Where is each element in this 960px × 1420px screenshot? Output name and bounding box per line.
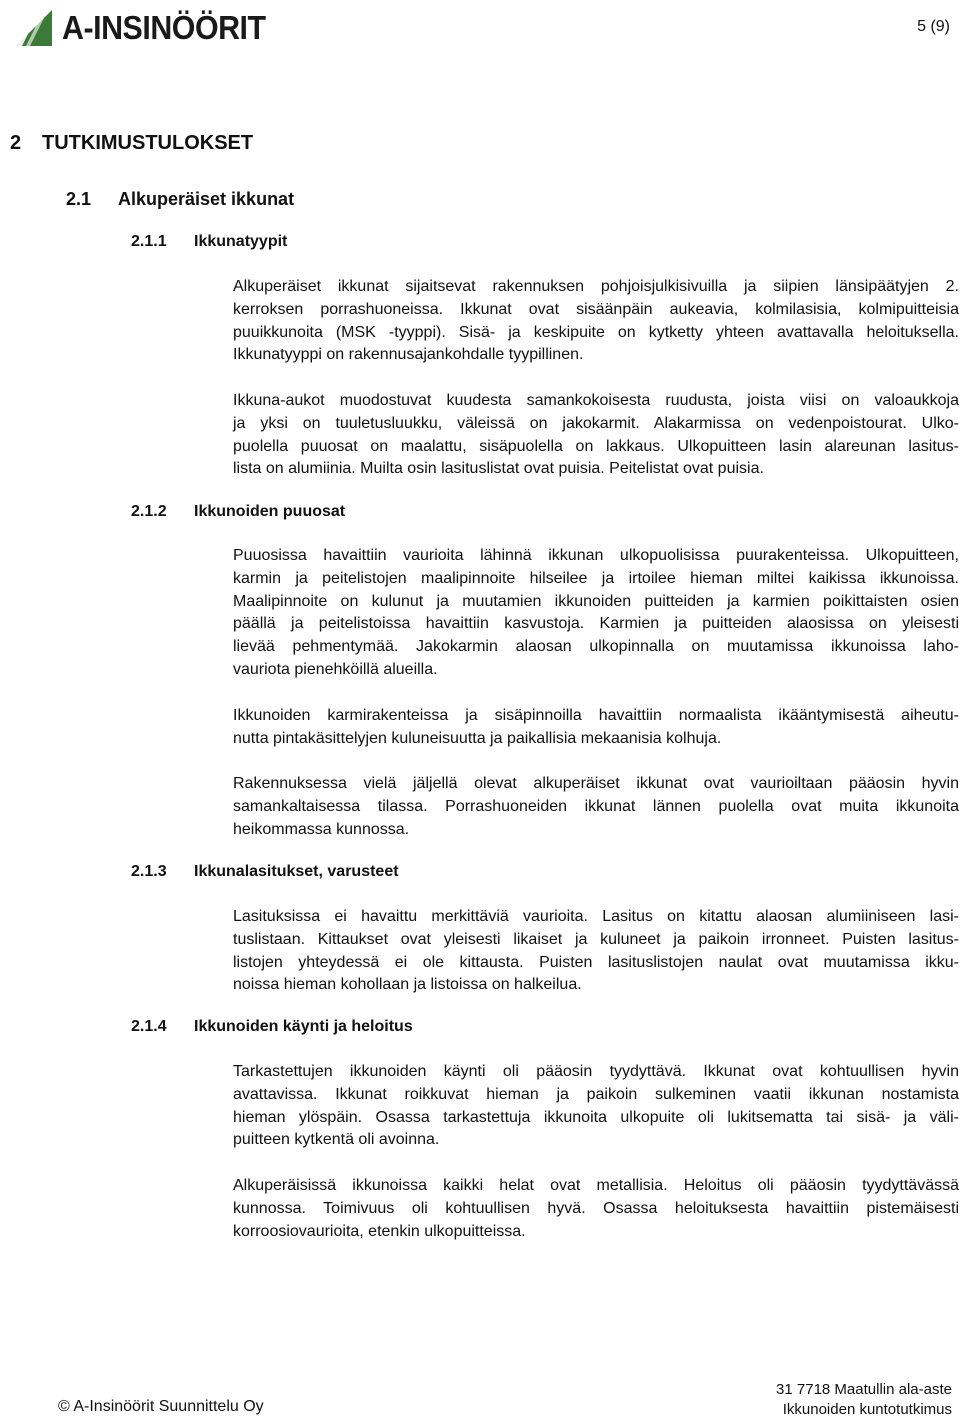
footer-project-code: 31 7718 Maatullin ala-aste	[776, 1381, 952, 1398]
text-line: puuikkunoita (MSK -tyyppi). Sisä- ja keskipuite on kytketty yhteen avattavalla heloituksella.	[233, 323, 959, 341]
heading-title: Ikkunalasitukset, varusteet	[194, 863, 399, 880]
text-line: listojen yhteydessä ei ole kittausta. Puisten lasituslistojen naulat ovat muutamissa ikku-	[233, 953, 959, 971]
paragraph-hardware	[233, 1175, 959, 1243]
text-line: Tarkastettujen ikkunoiden käynti oli pääosin tyydyttävä. Ikkunat ovat kohtuullisen hyvin	[233, 1063, 959, 1080]
text-line: Rakennuksessa vielä jäljellä olevat alkuperäiset ikkunat ovat vaurioiltaan pääosin hyvin	[233, 775, 959, 792]
text-line: Ikkuna-aukot muodostuvat kuudesta samankokoisesta ruudusta, joista viisi on valoaukkoja	[233, 392, 959, 409]
heading-2	[10, 132, 253, 155]
heading-2-1-3	[131, 863, 399, 881]
company-logo	[12, 6, 283, 50]
text-line: tuslistaan. Kittaukset ovat yleisesti likaiset ja kuluneet ja paikoin irronneet. Puisten lasitus-	[233, 930, 959, 948]
text-line: kerroksen porrashuoneissa. Ikkunat ovat sisäänpäin aukeavia, kolmilasisia, kolmipuitteisia	[233, 300, 959, 318]
text-line: Maalipinnoite on kulunut ja muutamien ikkunoiden puitteiden ja karmien poikittaisten osien	[233, 592, 959, 610]
footer-copyright: © A-Insinöörit Suunnittelu Oy	[58, 1398, 264, 1415]
text-line: samankaltaisessa tilassa. Porrashuoneiden ikkunat lännen puolella ovat muita ikkunoita	[233, 797, 959, 815]
text-line: Puuosissa havaittiin vaurioita lähinnä ikkunan ulkopuolisissa puurakenteissa. Ulkopuitteen,	[233, 547, 959, 564]
paragraph-wood-damage	[233, 545, 959, 682]
text-line: päällä ja peitelistoissa havaittiin kasvustoja. Karmien ja puitteiden alaosissa on yleisesti	[233, 615, 959, 633]
footer-project	[776, 1380, 952, 1420]
text-line: karmin ja peitelistojen maalipinnoite hilseilee ja irtoilee hieman miltei kaikissa ikkunoissa.	[233, 569, 959, 587]
text-line: heikommassa kunnossa.	[233, 820, 410, 838]
paragraph-glazing	[233, 906, 959, 997]
text-line: Alkuperäiset ikkunat sijaitsevat rakennuksen pohjoisjulkisivuilla ja siipien länsipäätyjen 2.	[233, 278, 959, 295]
text-line: nutta pintakäsittelyjen kuluneisuutta ja paikallisia mekaanisia kolhuja.	[233, 729, 722, 747]
page-number: 5 (9)	[917, 18, 950, 35]
heading-2-1	[66, 189, 294, 210]
text-line: Ikkunoiden karmirakenteissa ja sisäpinnoilla havaittiin normaalista ikääntymisestä aiheutu-	[233, 707, 959, 724]
logo-mark-icon	[12, 6, 56, 50]
heading-number: 2.1.2	[131, 503, 167, 520]
heading-number: 2.1.1	[131, 233, 167, 250]
heading-number: 2.1.3	[131, 863, 167, 880]
text-line: korroosiovaurioita, etenkin ulkopuitteissa.	[233, 1222, 526, 1240]
heading-2-1-2	[131, 503, 345, 521]
paragraph-window-openings	[233, 390, 959, 481]
text-line: Alkuperäisissä ikkunoissa kaikki helat ovat metallisia. Heloitus oli pääosin tyydyttävässä	[233, 1177, 959, 1194]
paragraph-operation	[233, 1061, 959, 1152]
heading-2-1-1	[131, 233, 287, 251]
footer-report-title: Ikkunoiden kuntotutkimus	[782, 1401, 952, 1418]
paragraph-window-types	[233, 276, 959, 367]
text-line: Lasituksissa ei havaittu merkittäviä vaurioita. Lasitus on kitattu alaosan alumiiniseen lasi-	[233, 908, 959, 925]
text-line: ja yksi on tuuletusluukku, väleissä on jakokarmit. Alakarmissa on vedenpoistourat. Ulko-	[233, 414, 959, 432]
text-line: kunnossa. Toimivuus oli kohtuullisen hyvä. Osassa heloituksesta havaittiin pistemäisesti	[233, 1199, 959, 1217]
paragraph-overall-condition	[233, 773, 959, 841]
text-line: noissa hieman kohollaan ja listoissa on halkeilua.	[233, 976, 582, 994]
heading-title: Ikkunoiden käynti ja heloitus	[194, 1018, 413, 1035]
text-line: lista on alumiinia. Muilta osin lasituslistat ovat puisia. Peitelistat ovat puisia.	[233, 460, 764, 478]
heading-title: Ikkunatyypit	[194, 233, 288, 250]
heading-number: 2	[10, 132, 22, 154]
logo-text: A-INSINÖÖRIT	[62, 9, 266, 46]
heading-number: 2.1.4	[131, 1018, 167, 1035]
heading-title: TUTKIMUSTULOKSET	[42, 132, 254, 154]
text-line: Ikkunatyyppi on rakennusajankohdalle tyypillinen.	[233, 346, 584, 364]
text-line: avattavissa. Ikkunat roikkuvat hieman ja paikoin sulkeminen vaatii ikkunan nostamista	[233, 1085, 959, 1103]
text-line: lievää pehmentymää. Jakokarmin alaosan ulkopinnalla on muutamissa ikkunoissa laho-	[233, 638, 959, 656]
text-line: vauriota pienehköillä alueilla.	[233, 660, 438, 678]
heading-2-1-4	[131, 1018, 413, 1036]
paragraph-frame-wear	[233, 705, 959, 751]
heading-title: Alkuperäiset ikkunat	[118, 189, 295, 209]
text-line: puitteen kytkentä oli avoinna.	[233, 1131, 440, 1149]
text-line: puolella puuosat on maalattu, sisäpuolella on lakkaus. Ulkopuitteen lasin alareunan lasitus-	[233, 437, 959, 455]
heading-title: Ikkunoiden puuosat	[194, 503, 346, 520]
heading-number: 2.1	[66, 189, 92, 209]
text-line: hieman ylöspäin. Osassa tarkastettuja ikkunoita ulkopuite oli lukitsematta tai sisä- ja väli-	[233, 1108, 959, 1126]
